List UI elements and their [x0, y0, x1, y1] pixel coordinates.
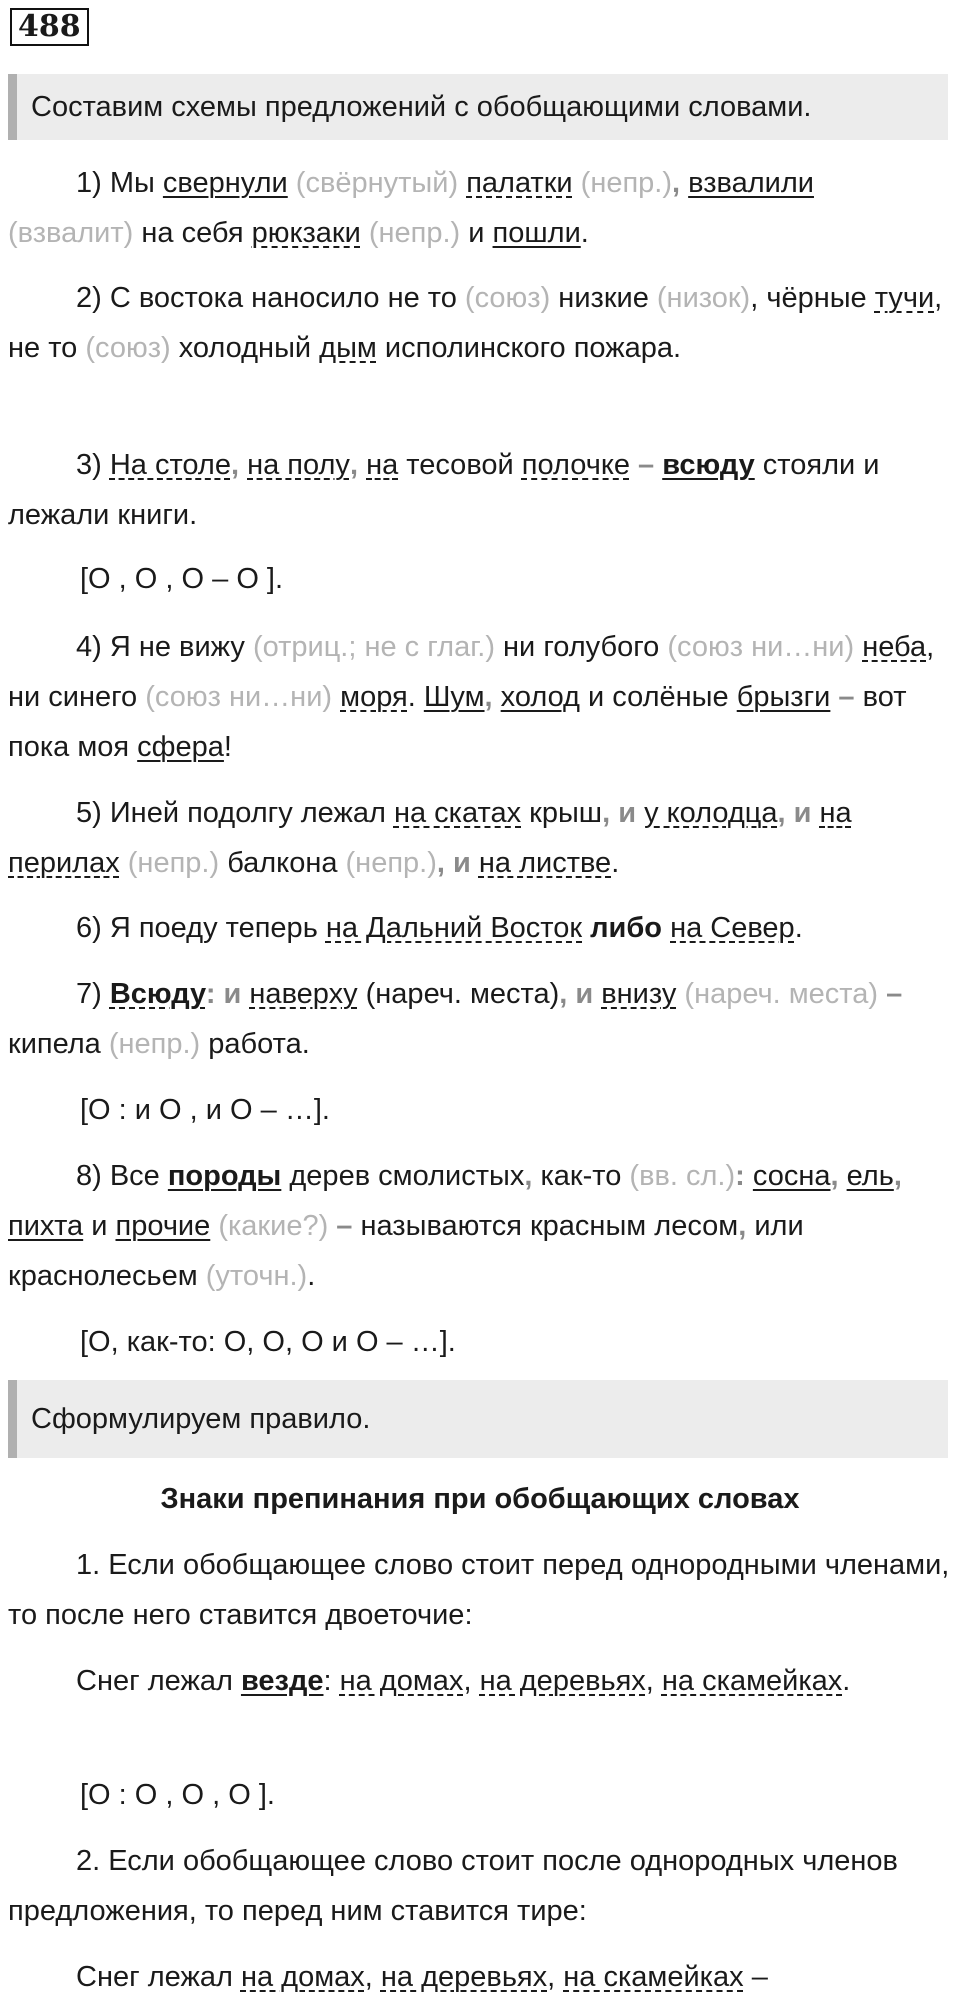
sentence-5: 5) Иней подолгу лежал на скатах крыш, и у колодца, и на перилах (непр.) балкона (непр.), и на листве. [8, 797, 852, 879]
task-header: Составим схемы предложений с обобщающими словами. [8, 74, 948, 140]
sentence-6: 6) Я поеду теперь на Дальний Восток либо на Север. [76, 912, 803, 944]
sentence-7: 7) Всюду: и наверху (нареч. места), и внизу (нареч. места) – кипела (непр.) работа. [8, 978, 903, 1060]
sentence-1: 1) Мы свернули (свёрнутый) палатки (непр.), взвалили (взвалит) на себя рюкзаки (непр.) и пошли. [8, 167, 814, 249]
rule-title: Знаки препинания при обобщающих словах [160, 1483, 800, 1515]
rule-header: Сформулируем правило. [8, 1380, 948, 1458]
example-2: Снег лежал на домах, на деревьях, на скамейках – [76, 1961, 768, 1993]
sentence-8: 8) Все породы дерев смолистых, как-то (вв. сл.): сосна, ель, пихта и прочие (какие?) – называются красным лесом, или краснолесьем (уточн.). [8, 1160, 902, 1292]
sentence-4: 4) Я не вижу (отриц.; не с глаг.) ни голубого (союз ни…ни) неба, ни синего (союз ни…ни) моря. Шум, холод и солёные брызги – вот пока моя сфера! [8, 631, 935, 763]
example-1: Снег лежал везде: на домах, на деревьях, на скамейках. [76, 1665, 851, 1697]
scheme-8: [О, как-то: О, О, О и О – …]. [80, 1326, 456, 1358]
rule-1: 1. Если обобщающее слово стоит перед однородными членами, то после него ставится двоеточие: [8, 1549, 950, 1631]
rule-2: 2. Если обобщающее слово стоит после однородных членов предложения, то перед ним ставится тире: [8, 1845, 898, 1927]
sentence-3: 3) На столе, на полу, на тесовой полочке – всюду стояли и лежали книги. [8, 449, 880, 531]
scheme-example-1: [О : О , О , О ]. [80, 1779, 275, 1811]
scheme-7: [О : и О , и О – …]. [80, 1094, 330, 1126]
scheme-3: [О , О , О – О ]. [80, 563, 284, 595]
sentence-2: 2) С востока наносило не то (союз) низкие (низок), чёрные тучи, не то (союз) холодный дым исполинского пожара. [8, 282, 943, 364]
exercise-number: 488 [10, 8, 89, 46]
